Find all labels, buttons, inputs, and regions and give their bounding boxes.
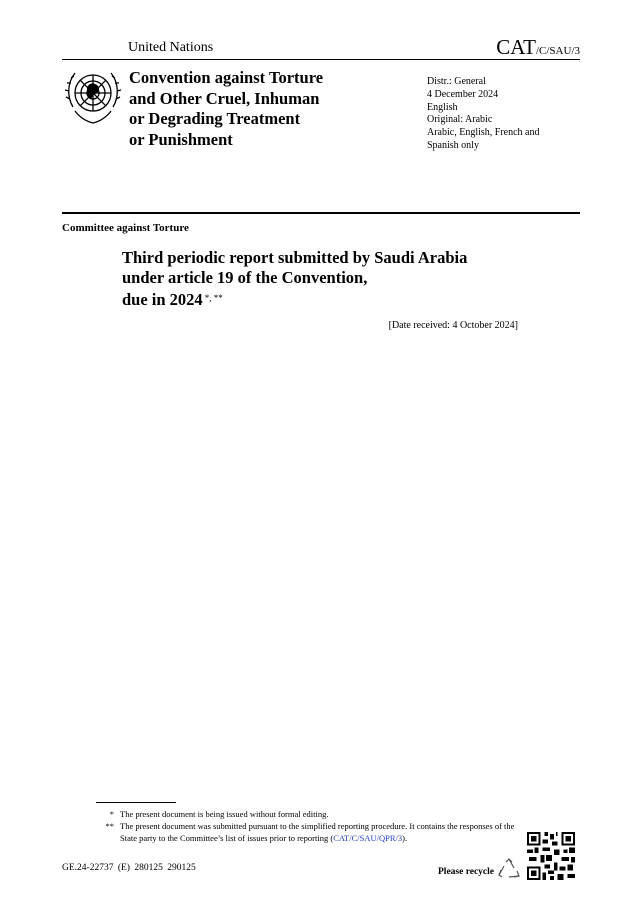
footnote [96,808,526,820]
report-title-last-line [122,288,542,310]
symbol-suffix: /C/SAU/3 [535,45,580,57]
report-title-line: Third periodic report submitted by Saudi Arabia [122,248,468,267]
footnote [96,820,526,844]
available-languages-line: Arabic, English, French and [427,127,540,139]
convention-title-line: or Degrading Treatment [129,109,301,128]
footnote-mark: ** [105,821,114,831]
report-title-line: under article 19 of the Convention, [122,268,368,287]
document-language: English [427,101,458,113]
footnote-reference[interactable]: *, ** [204,293,223,303]
footnote-text: The present document is being issued without formal editing. [120,809,329,819]
distribution-info [427,76,587,153]
document-link[interactable]: CAT/C/SAU/QPR/3 [333,833,403,843]
footnotes [96,808,526,844]
qr-code-icon[interactable] [527,832,575,880]
document-reference: GE.24-22737 (E) 280125 290125 [62,863,196,873]
convention-title-line: Convention against Torture [129,68,324,87]
footnote-text-end: ). [402,833,408,843]
symbol-main: CAT [496,35,536,59]
available-languages-line: Spanish only [427,139,479,151]
footnote-mark: * [109,809,114,819]
organization-name: United Nations [128,40,214,55]
recycle-icon [497,858,521,880]
footnote-text: The present document was submitted pursuant to the simplified reporting procedure. It contains the responses of the State party to the Committee’s list of issues prior to reporting ( [120,821,515,843]
date-received: [Date received: 4 October 2024] [388,320,518,331]
distribution-status: Distr.: General [427,76,486,87]
header-rule [62,59,580,60]
convention-title-line: and Other Cruel, Inhuman [129,88,320,108]
report-title-line: due in 2024 [122,290,203,309]
document-symbol [496,35,580,60]
committee-name: Committee against Torture [62,222,189,234]
original-language: Original: Arabic [427,114,493,126]
report-title [122,248,542,310]
document-date: 4 December 2024 [427,88,499,100]
convention-title [129,68,399,150]
un-emblem-icon [63,67,123,127]
convention-title-line: or Punishment [129,129,233,149]
section-rule [62,212,580,214]
footnote-rule [96,802,176,803]
please-recycle-label: Please recycle [438,867,494,877]
